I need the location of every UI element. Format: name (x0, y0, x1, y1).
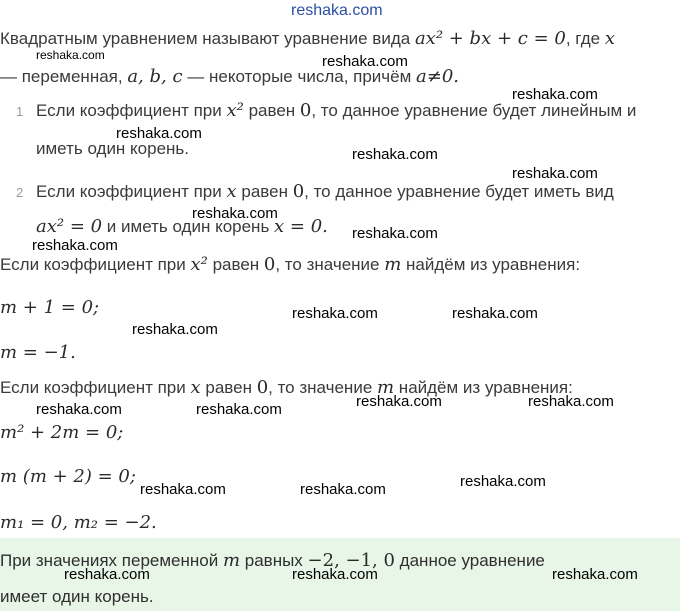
conclusion-text: При значениях переменной (0, 551, 223, 570)
list-text: равен (236, 182, 293, 201)
list-number: 2 (16, 185, 24, 200)
list-text: , то данное уравнение будет линейным и (311, 101, 637, 120)
intro-text: — некоторые числа, причём (182, 67, 417, 86)
conclusion-text: данное уравнение (394, 551, 545, 570)
watermark: reshaka.com (300, 481, 386, 498)
list-item-1-line-2: иметь один корень. (36, 139, 190, 158)
watermark: reshaka.com (528, 393, 614, 410)
variable-x: x (604, 28, 615, 49)
variable-m: m (384, 254, 402, 275)
case-1-equation-2: m = −1. (0, 342, 76, 363)
list-item-1-line-1 (36, 100, 636, 122)
term: x² (190, 254, 208, 275)
case-text: найдём из уравнения: (394, 378, 573, 397)
watermark: reshaka.com (552, 566, 638, 583)
quadratic-equation: ax² + bx + c = 0 (414, 28, 566, 49)
case-text: равен (207, 255, 264, 274)
variable-m: m (377, 377, 395, 398)
intro-line-1 (0, 28, 615, 50)
watermark: reshaka.com (356, 393, 442, 410)
case-1-intro (0, 254, 580, 276)
zero: 0 (299, 100, 312, 121)
watermark: reshaka.com (196, 401, 282, 418)
zero: 0 (256, 377, 269, 398)
term: x² (226, 100, 244, 121)
condition: a≠0. (416, 66, 460, 87)
watermark: reshaka.com (352, 225, 438, 242)
list-number: 1 (16, 104, 24, 119)
watermark: reshaka.com (32, 237, 118, 254)
case-text: , то значение (275, 255, 385, 274)
intro-text: — переменная, (0, 67, 128, 86)
zero: 0 (292, 181, 305, 202)
watermark: reshaka.com (512, 86, 598, 103)
watermark: reshaka.com (352, 146, 438, 163)
case-2-equation-3: m₁ = 0, m₂ = −2. (0, 512, 157, 533)
root: x = 0. (274, 216, 328, 237)
site-watermark-top: reshaka.com (291, 2, 383, 19)
watermark: reshaka.com (192, 205, 278, 222)
case-text: Если коэффициент при (0, 378, 191, 397)
variable-m: m (222, 550, 241, 571)
watermark: reshaka.com (116, 125, 202, 142)
term: x (190, 377, 201, 398)
intro-text: Квадратным уравнением называют уравнение вида (0, 29, 415, 48)
watermark: reshaka.com (292, 305, 378, 322)
watermark: reshaka.com (512, 165, 598, 182)
case-text: , то значение (268, 378, 377, 397)
case-2-intro (0, 377, 573, 399)
term: x (226, 181, 237, 202)
watermark: reshaka.com (36, 48, 105, 62)
watermark: reshaka.com (132, 321, 218, 338)
intro-text: , где (565, 29, 605, 48)
case-2-equation-1: m² + 2m = 0; (0, 422, 124, 443)
list-text: равен (243, 101, 300, 120)
case-text: равен (200, 378, 257, 397)
list-text: и иметь один корень (102, 217, 275, 236)
watermark: reshaka.com (452, 305, 538, 322)
list-text: , то данное уравнение будет иметь вид (304, 182, 614, 201)
watermark: reshaka.com (460, 473, 546, 490)
list-text: Если коэффициент при (36, 101, 227, 120)
case-2-equation-2: m (m + 2) = 0; (0, 466, 136, 487)
case-text: Если коэффициент при (0, 255, 191, 274)
list-text: Если коэффициент при (36, 182, 227, 201)
watermark: reshaka.com (140, 481, 226, 498)
equation: ax² = 0 (36, 216, 103, 237)
conclusion-line-2: имеет один корень. (0, 587, 154, 606)
list-item-2-line-1 (36, 181, 614, 203)
values: −2, −1, 0 (307, 550, 395, 571)
watermark: reshaka.com (64, 566, 150, 583)
watermark: reshaka.com (292, 566, 378, 583)
watermark: reshaka.com (36, 401, 122, 418)
watermark: reshaka.com (322, 53, 408, 70)
list-item-2-line-2 (36, 216, 328, 238)
zero: 0 (263, 254, 276, 275)
case-1-equation-1: m + 1 = 0; (0, 297, 100, 318)
conclusion-text: равных (240, 551, 308, 570)
case-text: найдём из уравнения: (401, 255, 581, 274)
coefficients: a, b, c (127, 66, 183, 87)
